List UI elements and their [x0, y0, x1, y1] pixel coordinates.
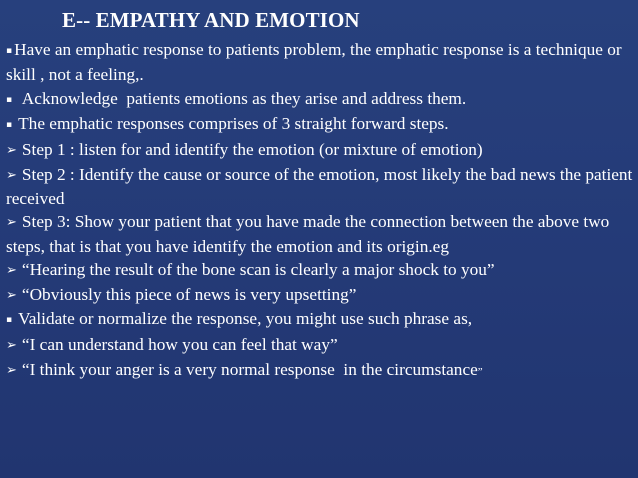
arrowhead-bullet-icon: ➢ — [6, 142, 17, 158]
arrowhead-bullet-icon: ➢ — [6, 362, 17, 378]
arrowhead-bullet-icon: ➢ — [6, 337, 17, 353]
bullet-text: “Hearing the result of the bone scan is clearly a major shock to you” — [21, 260, 495, 280]
bullet-item — [6, 283, 636, 307]
arrowhead-bullet-icon: ➢ — [6, 263, 17, 279]
bullet-item — [6, 87, 636, 112]
bullet-item — [6, 358, 636, 384]
bullet-text: Step 2 : Identify the cause or source of the emotion, most likely the bad news the patient received — [6, 164, 633, 208]
square-bullet-icon: ▪ — [6, 315, 13, 326]
bullet-text: “I can understand how you can feel that way” — [21, 334, 338, 354]
bullet-item — [6, 112, 636, 137]
bullet-text: Have an emphatic response to patients problem, the emphatic response is a technique or skill , not a feeling,. — [6, 40, 622, 85]
bullet-spacer — [14, 89, 22, 108]
arrowhead-bullet-icon: ➢ — [6, 287, 17, 303]
bullet-item — [6, 210, 636, 257]
bullet-text: Validate or normalize the response, you might use such phrase as, — [18, 309, 473, 329]
bullet-item — [6, 138, 636, 162]
slide-body — [6, 38, 636, 384]
bullet-item — [6, 258, 636, 282]
bullet-item — [6, 163, 636, 210]
square-bullet-icon: ▪ — [6, 46, 13, 56]
square-bullet-icon: ▪ — [6, 94, 13, 105]
bullet-text: Acknowledge patients emotions as they arise and address them. — [21, 88, 467, 108]
bullet-text: “I think your anger is a very normal response in the circumstance — [21, 359, 478, 379]
slide-title: E-- EMPATHY AND EMOTION — [62, 8, 360, 32]
closing-quote: ” — [477, 365, 483, 378]
square-bullet-icon: ▪ — [6, 120, 13, 131]
bullet-item — [6, 307, 636, 332]
bullet-text: The emphatic responses comprises of 3 straight forward steps. — [18, 114, 449, 134]
bullet-text: Step 1 : listen for and identify the emotion (or mixture of emotion) — [21, 139, 483, 159]
bullet-text: Step 3: Show your patient that you have made the connection between the above two steps, that is that you have identify the emotion and its origin.eg — [6, 212, 610, 256]
bullet-item — [6, 38, 636, 86]
arrowhead-bullet-icon: ➢ — [6, 167, 17, 183]
bullet-text: “Obviously this piece of news is very upsetting” — [21, 284, 357, 304]
arrowhead-bullet-icon: ➢ — [6, 215, 17, 231]
bullet-item — [6, 333, 636, 357]
